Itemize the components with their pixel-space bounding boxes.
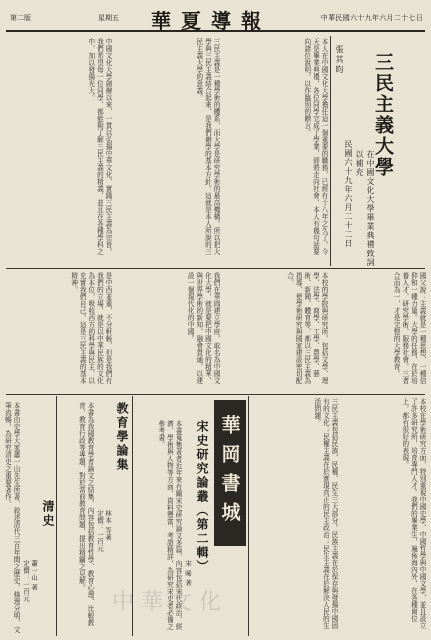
weekday: 星期五: [98, 14, 119, 22]
watermark-stamp: 中華文化: [112, 590, 229, 615]
article2-col-1: 是中西並重，不分軒輊，但是我們有我們的立場，就是以中華民族的文化為本位，吸收西方的科學與民主，以充實我們自己。這是三民主義的基本精神。: [69, 272, 112, 384]
masthead: 華夏導報: [151, 9, 271, 33]
book2-author: 林本 等著: [104, 510, 112, 541]
book3-desc: 本書由史學大家蕭一山先生所著，敘述清代三百年間之歷史，條理分明，文筆流暢，為研究清史之重要著作。: [3, 402, 20, 633]
book3-author: 蕭一山 著: [30, 560, 38, 591]
article-author: 張其昀: [335, 45, 344, 75]
column-banner: 華岡書城: [214, 400, 246, 546]
book3-price: 定價：一百元: [22, 560, 30, 602]
book2-desc: 本書為我國教育學者論文之結集，內容包括教育哲學、教育心理、比較教育、教育行政等專題，對於當前教育問題，提出精闢之見解。: [77, 402, 94, 626]
article-title: 三民主義大學: [372, 52, 394, 178]
article-dateline: 民國六十九年六月二十二日: [344, 140, 353, 248]
book2-price: 定價：一百元: [96, 510, 104, 552]
article1-col-4: 國父說：主義就是一種思想、一種信仰和一種力量。大學的任務，在於培養人才、研究學術、服務社會。三者合而為一，才是完整的大學教育。: [392, 272, 426, 384]
article1-col-6: 我們在華岡建立學府，取名為中國文化大學，就是要把中國文化的精華，與世界學術的新知，融會貫通，以建設一個現代化的中國。: [186, 272, 220, 384]
page-header: [6, 4, 425, 32]
article1-col-1: 本人在中國文化大學擔任這一個重要的職務，已經有十八年之久了。今天是畢業典禮，各位同學完成了學業，即將走向社會，本人有幾句話要向諸位說明，以作臨別的贈言。: [302, 38, 328, 255]
book1-author: 宋 晞 著: [184, 560, 192, 587]
book1-desc: 本書蒐集著者近年來有關宋史研究論文多篇，內容包括宋代政治、經濟、學術與人物等方面，資料豐富，考證精詳，為研究宋史者必備之參考書。: [156, 420, 182, 630]
article2-col-3: 三民主義包括民族、民權、民生三大部分。民族主義在於保存與發揚中國固有的文化；民權主義在於實現真正的民主政治；民生主義在於解決人民的生活問題。: [312, 398, 338, 629]
article1-col-5: 本校的學院與研究所，包括文學、理學、法學、商學、工學、農學、藝術、新聞、體育等，都以三民主義為指導，使學術研究與國家建設密切配合。: [285, 272, 328, 384]
article1-col-2: 三民主義是一種學術的體系，而大學是研究學術的最高機構。所以把大學與三民主義結合起來，是我們辦學的基本方針。這就是本人所說的三民主義大學的意義。: [194, 38, 220, 255]
article1-col-3: 中國文化大學創辦以來，一貫以弘揚中華文化、實踐三民主義為宗旨。我們希望每一位同學，都能夠了解三民主義的精義，並且在各種學科之中，加以發揚光大。: [86, 38, 112, 255]
book1-title: 宋史研究論叢（第二輯）: [195, 420, 209, 574]
page-number: 第二版: [10, 14, 31, 22]
issue-date: 中華民國六十九年六月二十七日: [320, 14, 423, 22]
book2-title: 教育學論集: [115, 402, 129, 472]
article2-col-2: 本校在學術研究方面，特別重視中國史學、中國哲學與中國文學，並且設立了許多研究所，培育專門人才。我們的畢業生，遍佈海內外，在各種崗位上，都有很好的表現。: [400, 398, 426, 629]
article-subtitle: 在中國文化大學畢業典禮致詞以補充: [355, 150, 375, 267]
book3-title: 清史: [41, 500, 55, 528]
